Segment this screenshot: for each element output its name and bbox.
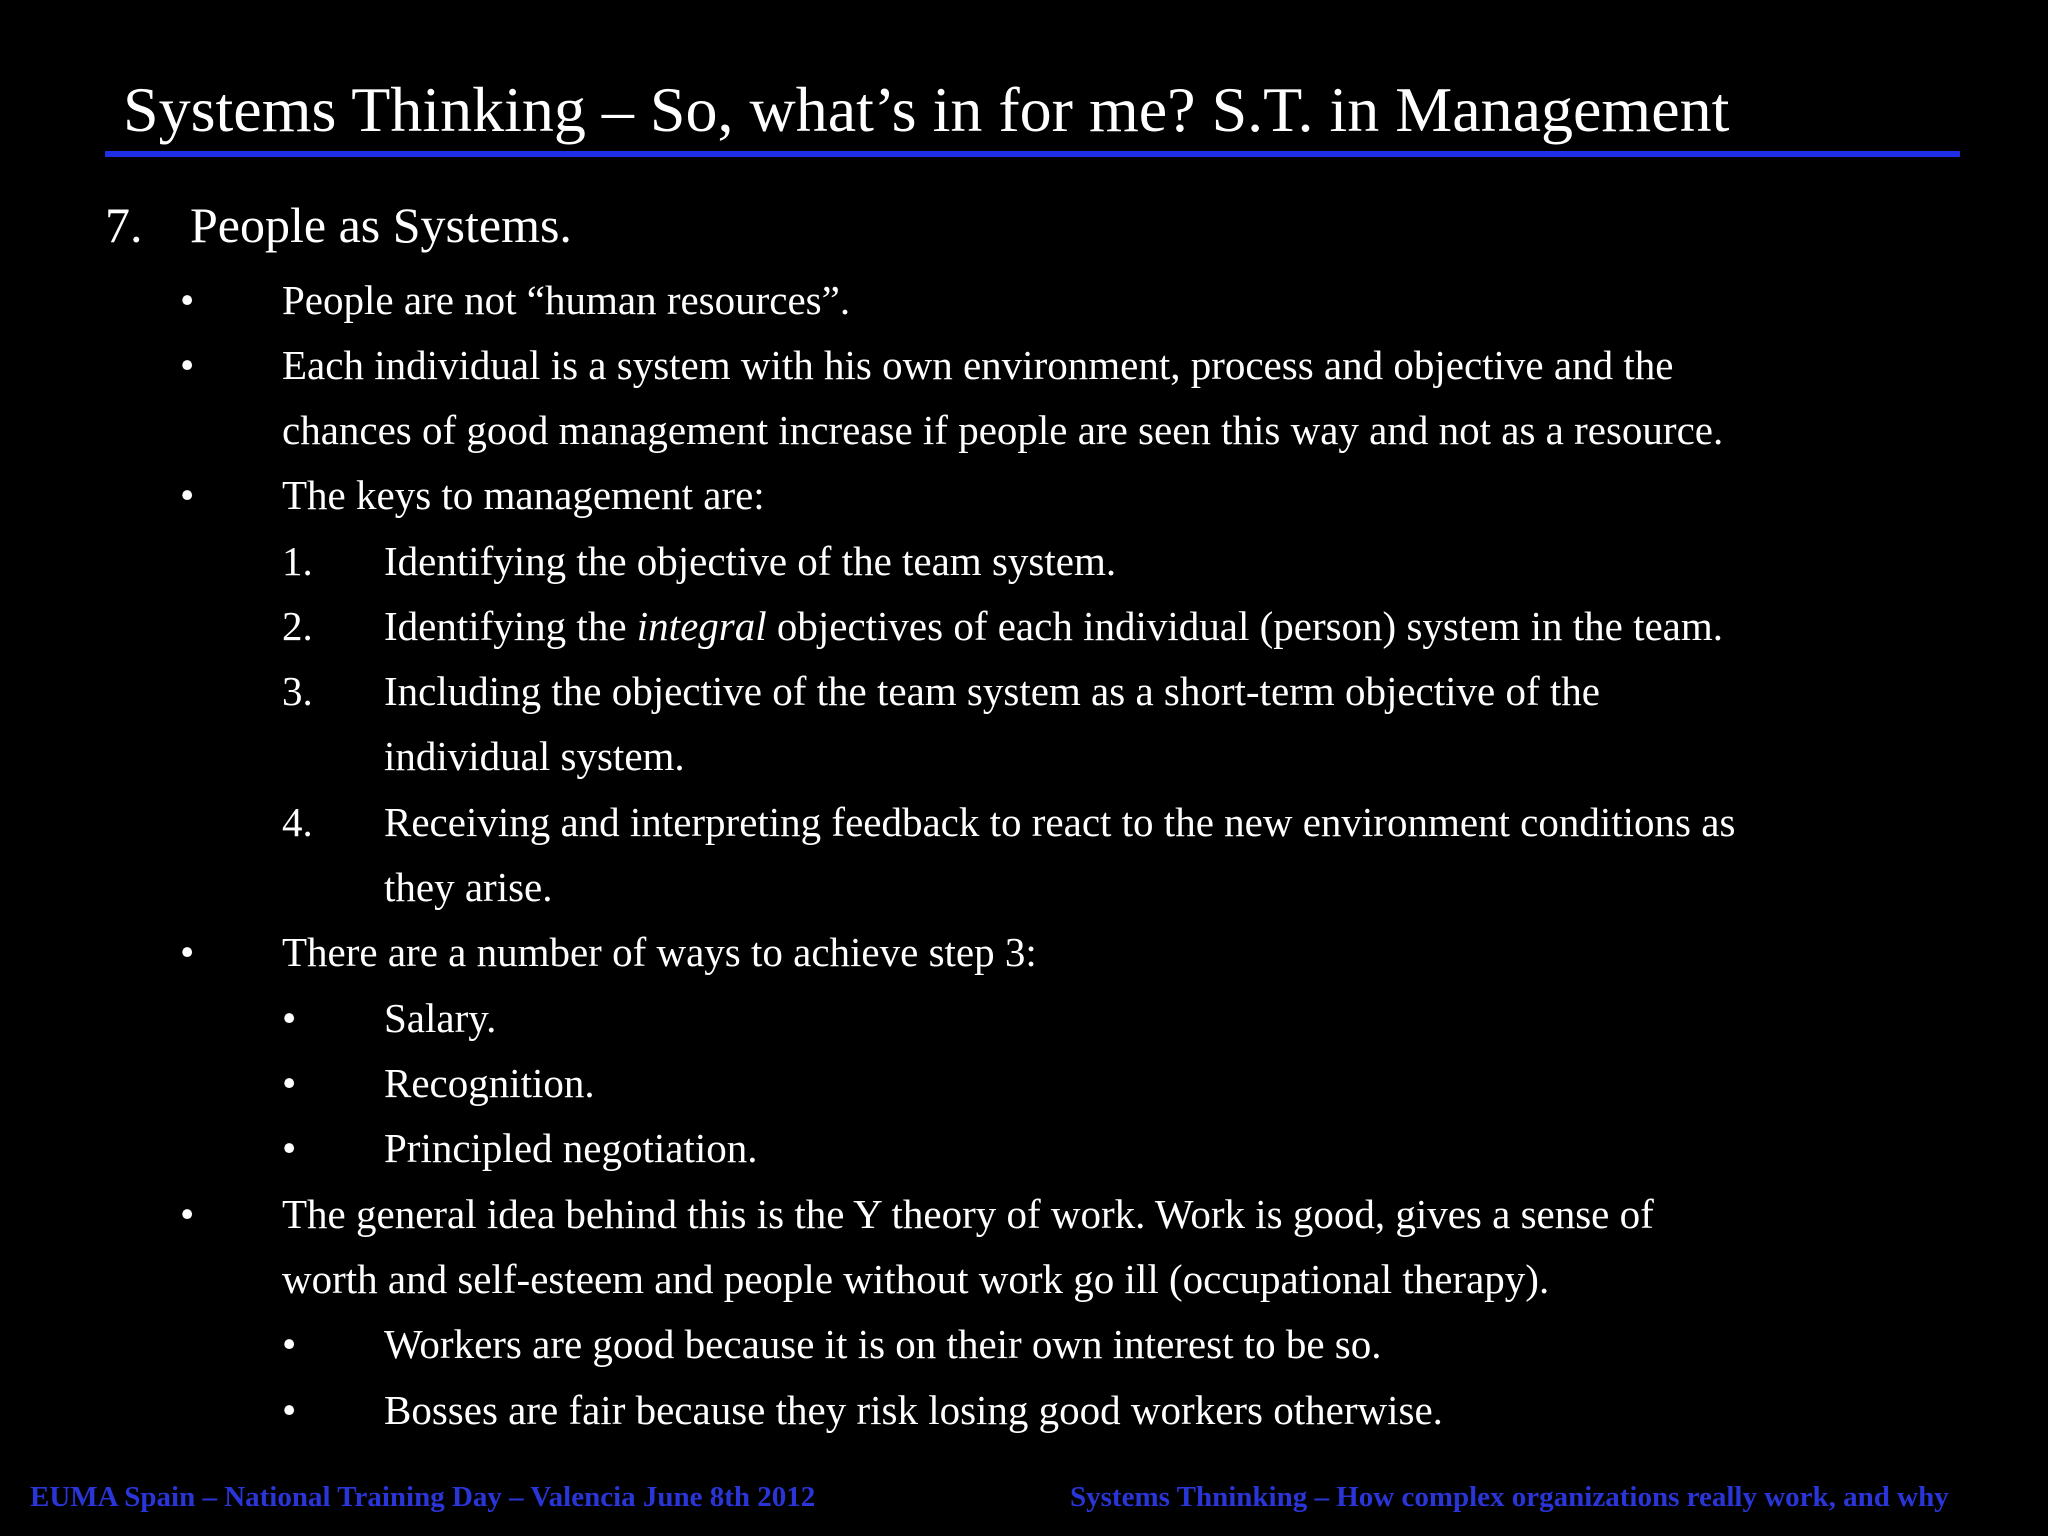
list-item-text: Receiving and interpreting feedback to react to the new environment conditions as	[384, 799, 1736, 845]
sub-bullet-text: Salary.	[384, 995, 497, 1041]
bullet-text: The keys to management are:	[282, 472, 765, 518]
title-divider	[105, 151, 1960, 157]
list-item-text: Including the objective of the team system as a short-term objective of the	[384, 668, 1600, 714]
sub-bullet-text: Bosses are fair because they risk losing good workers otherwise.	[384, 1387, 1443, 1433]
sub-bullet-text: Recognition.	[384, 1060, 595, 1106]
list-item-text-part: Identifying the	[384, 603, 637, 649]
bullet-marker: •	[180, 1191, 195, 1237]
sub-bullet-marker: •	[282, 995, 297, 1041]
sub-bullet-text: Workers are good because it is on their own interest to be so.	[384, 1321, 1382, 1367]
list-item-text-continued: individual system.	[384, 733, 685, 779]
list-item-text-continued: they arise.	[384, 864, 553, 910]
section-number: 7.	[105, 197, 143, 253]
sub-bullet-marker: •	[282, 1321, 297, 1367]
sub-bullet-text: Principled negotiation.	[384, 1125, 758, 1171]
sub-bullet-marker: •	[282, 1060, 297, 1106]
list-number: 3.	[282, 668, 313, 714]
bullet-text: Each individual is a system with his own environment, process and objective and the	[282, 342, 1674, 388]
bullet-text: The general idea behind this is the Y theory of work. Work is good, gives a sense of	[282, 1191, 1654, 1237]
emphasized-word: integral	[636, 603, 767, 649]
footer-event-text: EUMA Spain – National Training Day – Valencia June 8th 2012	[30, 1481, 816, 1513]
bullet-marker: •	[180, 472, 195, 518]
bullet-text-continued: worth and self-esteem and people without work go ill (occupational therapy).	[282, 1256, 1550, 1302]
list-item-text-part: objectives of each individual (person) system in the team.	[766, 603, 1724, 649]
sub-bullet-marker: •	[282, 1125, 297, 1171]
list-item-text	[384, 601, 1723, 651]
section-heading-text: People as Systems.	[190, 197, 572, 253]
bullet-marker: •	[180, 929, 195, 975]
list-item-text: Identifying the objective of the team system.	[384, 538, 1117, 584]
footer-presentation-text: Systems Thninking – How complex organizations really work, and why	[1070, 1481, 1949, 1513]
slide-title: Systems Thinking – So, what’s in for me? S.T. in Management	[123, 74, 1730, 145]
list-number: 1.	[282, 538, 313, 584]
bullet-text: There are a number of ways to achieve step 3:	[282, 929, 1037, 975]
bullet-marker: •	[180, 277, 195, 323]
bullet-marker: •	[180, 342, 195, 388]
list-number: 4.	[282, 799, 313, 845]
bullet-text-continued: chances of good management increase if people are seen this way and not as a resource.	[282, 407, 1724, 453]
bullet-text: People are not “human resources”.	[282, 277, 851, 323]
list-number: 2.	[282, 603, 313, 649]
sub-bullet-marker: •	[282, 1387, 297, 1433]
